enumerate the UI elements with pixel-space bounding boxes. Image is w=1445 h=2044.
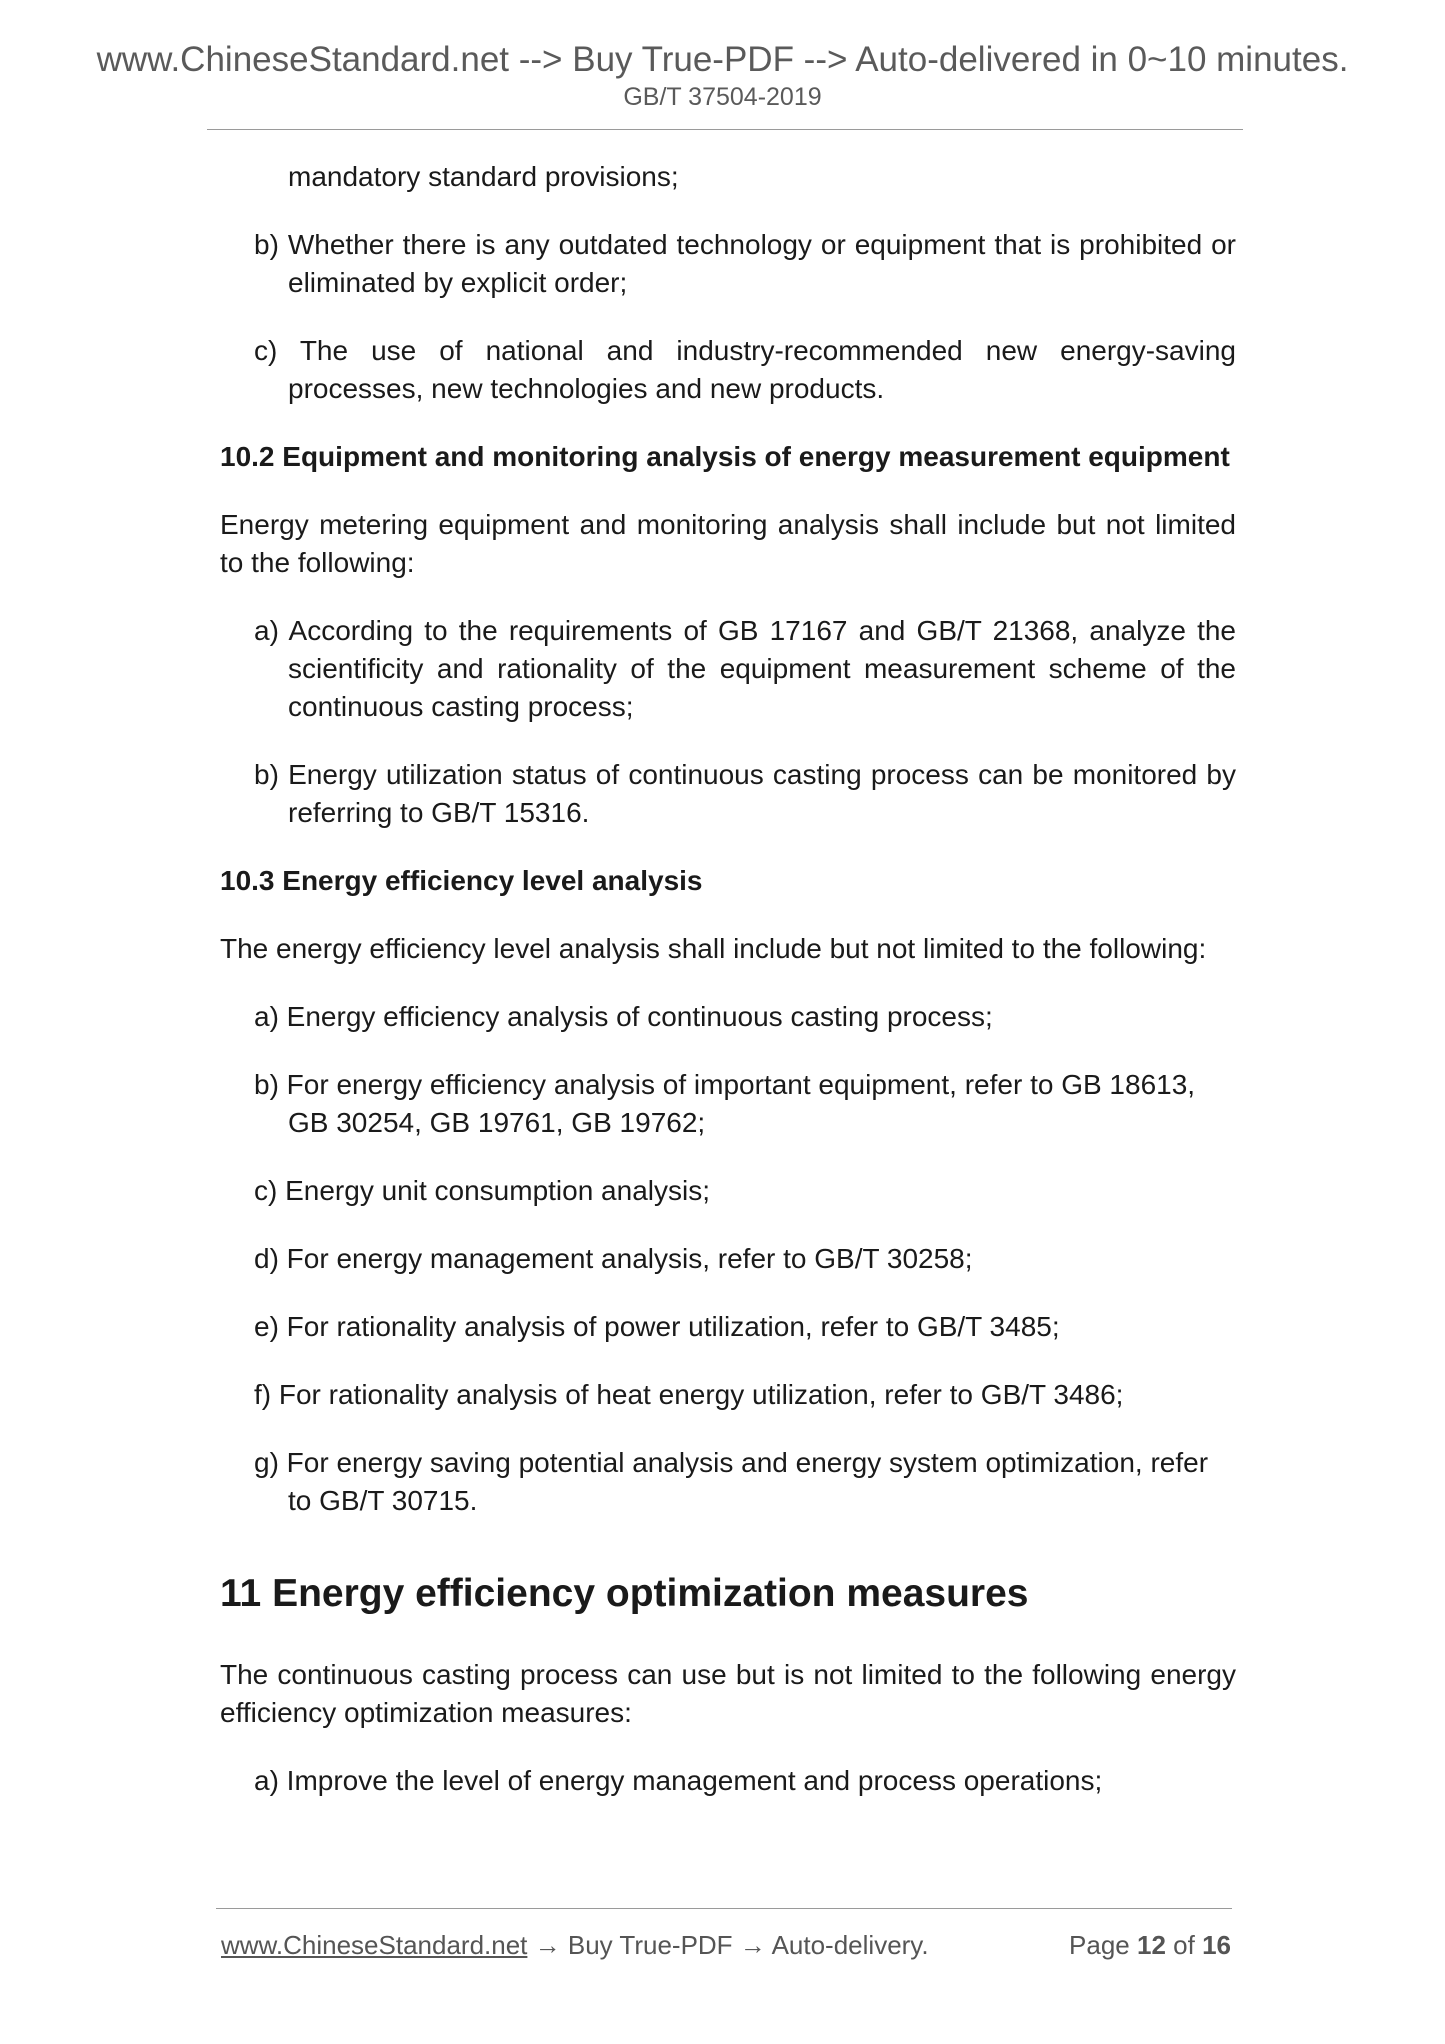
section-10-3-intro: The energy efficiency level analysis shall include but not limited to the following:: [220, 933, 1207, 964]
section-10-3-heading: 10.3 Energy efficiency level analysis: [220, 865, 703, 896]
standard-code: GB/T 37504-2019: [623, 83, 822, 111]
list-item: c) Energy unit consumption analysis;: [254, 1175, 710, 1206]
list-item: d) For energy management analysis, refer to GB/T 30258;: [254, 1243, 973, 1274]
document-body: [220, 158, 1236, 1830]
list-item: a) Improve the level of energy management and process operations;: [254, 1765, 1103, 1796]
list-item: b) Energy utilization status of continuous casting process can be monitored by referring to GB/T 15316.: [254, 759, 1236, 828]
list-item: g) For energy saving potential analysis and energy system optimization, refer to GB/T 30715.: [254, 1447, 1209, 1516]
header-divider: [207, 129, 1243, 130]
site-link[interactable]: www.ChineseStandard.net: [221, 1930, 528, 1960]
list-item: e) For rationality analysis of power utilization, refer to GB/T 3485;: [254, 1311, 1060, 1342]
footer: [221, 1928, 1231, 1962]
footer-trail: → Buy True-PDF → Auto-delivery.: [527, 1930, 929, 1960]
page-indicator: [1069, 1928, 1231, 1962]
page-total: 16: [1202, 1930, 1231, 1960]
section-10-2-heading: 10.2 Equipment and monitoring analysis of energy measurement equipment: [220, 441, 1230, 472]
section-11-heading: 11 Energy efficiency optimization measures: [220, 1572, 1029, 1615]
list-item: a) Energy efficiency analysis of continuous casting process;: [254, 1001, 993, 1032]
section-10-2-intro: Energy metering equipment and monitoring analysis shall include but not limited to the following:: [220, 509, 1236, 578]
page-word: Page: [1069, 1930, 1130, 1960]
footer-divider: [216, 1908, 1232, 1909]
section-11-intro: The continuous casting process can use but is not limited to the following energy efficiency optimization measures:: [220, 1659, 1236, 1728]
list-item-b: b) Whether there is any outdated technology or equipment that is prohibited or eliminated by explicit order;: [254, 229, 1236, 298]
list-item-c: c) The use of national and industry-recommended new energy-saving processes, new technologies and new products.: [254, 335, 1236, 404]
header-banner: www.ChineseStandard.net --> Buy True-PDF --> Auto-delivered in 0~10 minutes.: [96, 40, 1349, 79]
page-current: 12: [1137, 1930, 1166, 1960]
list-item: f) For rationality analysis of heat energy utilization, refer to GB/T 3486;: [254, 1379, 1124, 1410]
continued-text: mandatory standard provisions;: [288, 161, 679, 192]
list-item: a) According to the requirements of GB 17167 and GB/T 21368, analyze the scientificity and rationality of the equipment measurement scheme of the continuous casting process;: [254, 615, 1236, 722]
of-word: of: [1173, 1930, 1195, 1960]
list-item: b) For energy efficiency analysis of important equipment, refer to GB 18613, GB 30254, GB 19761, GB 19762;: [254, 1069, 1196, 1138]
